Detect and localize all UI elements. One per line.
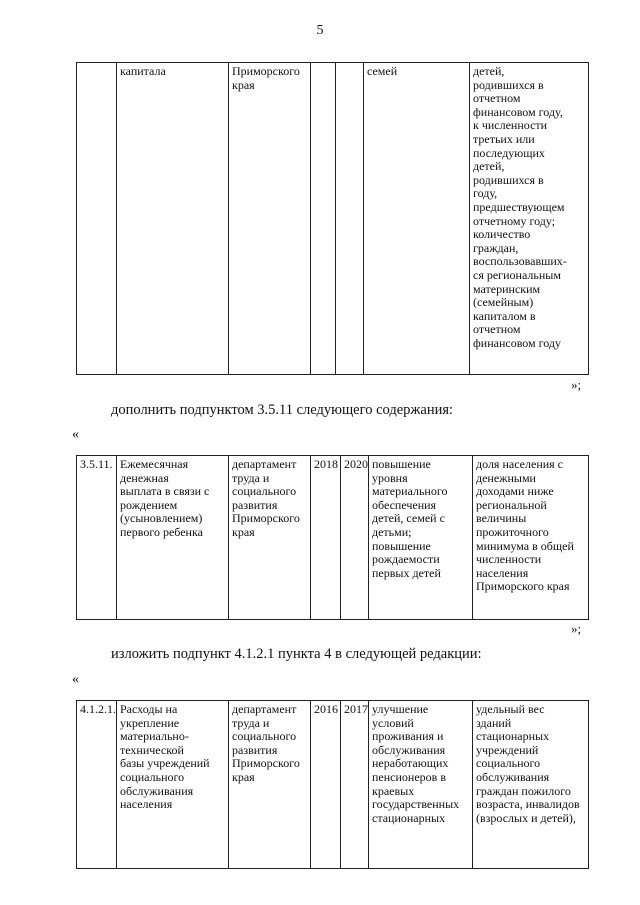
amendment-paragraph: изложить подпункт 4.1.2.1 пункта 4 в следующей редакции: bbox=[111, 646, 482, 662]
closing-quote: »; bbox=[571, 621, 582, 636]
cell-end-year bbox=[336, 63, 364, 375]
cell-executor: департамент труда и социального развития Приморского края bbox=[229, 701, 311, 869]
table-row bbox=[77, 63, 589, 375]
cell-indicator: доля населения с денежными доходами ниже региональной величины прожиточного минимума в общей численности населения Приморского края bbox=[473, 456, 589, 620]
cell-start-year: 2018 bbox=[311, 456, 341, 620]
cell-end-year: 2017 bbox=[341, 701, 369, 869]
cell-expected-result: повышение уровня материального обеспечения детей, семей с детьми; повышение рождаемости первых детей bbox=[369, 456, 473, 620]
opening-quote: « bbox=[72, 672, 79, 687]
cell-measure-name: Ежемесячная денежная выплата в связи с рождением (усыновлением) первого ребенка bbox=[117, 456, 229, 620]
cell-executor: департамент труда и социального развития Приморского края bbox=[229, 456, 311, 620]
cell-expected-result: семей bbox=[364, 63, 470, 375]
cell-indicator: удельный вес зданий стационарных учреждений социального обслуживания граждан пожилого возраста, инвалидов (взрослых и детей), bbox=[473, 701, 589, 869]
cell-executor: Приморского края bbox=[229, 63, 311, 375]
cell-start-year bbox=[311, 63, 336, 375]
page-number: 5 bbox=[316, 23, 324, 38]
amendment-paragraph: дополнить подпунктом 3.5.11 следующего содержания: bbox=[111, 402, 454, 418]
cell-end-year: 2020 bbox=[341, 456, 369, 620]
table-row bbox=[77, 701, 589, 869]
closing-quote: »; bbox=[571, 377, 582, 392]
measures-table-3-5-11 bbox=[76, 455, 589, 620]
cell-start-year: 2016 bbox=[311, 701, 341, 869]
cell-measure-name: капитала bbox=[117, 63, 229, 375]
cell-measure-name: Расходы на укрепление материально- технической базы учреждений социального обслуживания населения bbox=[117, 701, 229, 869]
measures-table-continuation bbox=[76, 62, 589, 375]
cell-number bbox=[77, 63, 117, 375]
table-row bbox=[77, 456, 589, 620]
cell-indicator: детей, родившихся в отчетном финансовом году, к численности третьих или последующих детей, родившихся в году, предшествующем отчетному году; количество граждан, воспользовавших- ся региональным материнским (семейным) капиталом в отчетном финансовом году bbox=[470, 63, 589, 375]
cell-expected-result: улучшение условий проживания и обслуживания неработающих пенсионеров в краевых государственных стационарных bbox=[369, 701, 473, 869]
opening-quote: « bbox=[72, 427, 79, 442]
cell-number: 4.1.2.1. bbox=[77, 701, 117, 869]
cell-number: 3.5.11. bbox=[77, 456, 117, 620]
measures-table-4-1-2-1 bbox=[76, 700, 589, 869]
